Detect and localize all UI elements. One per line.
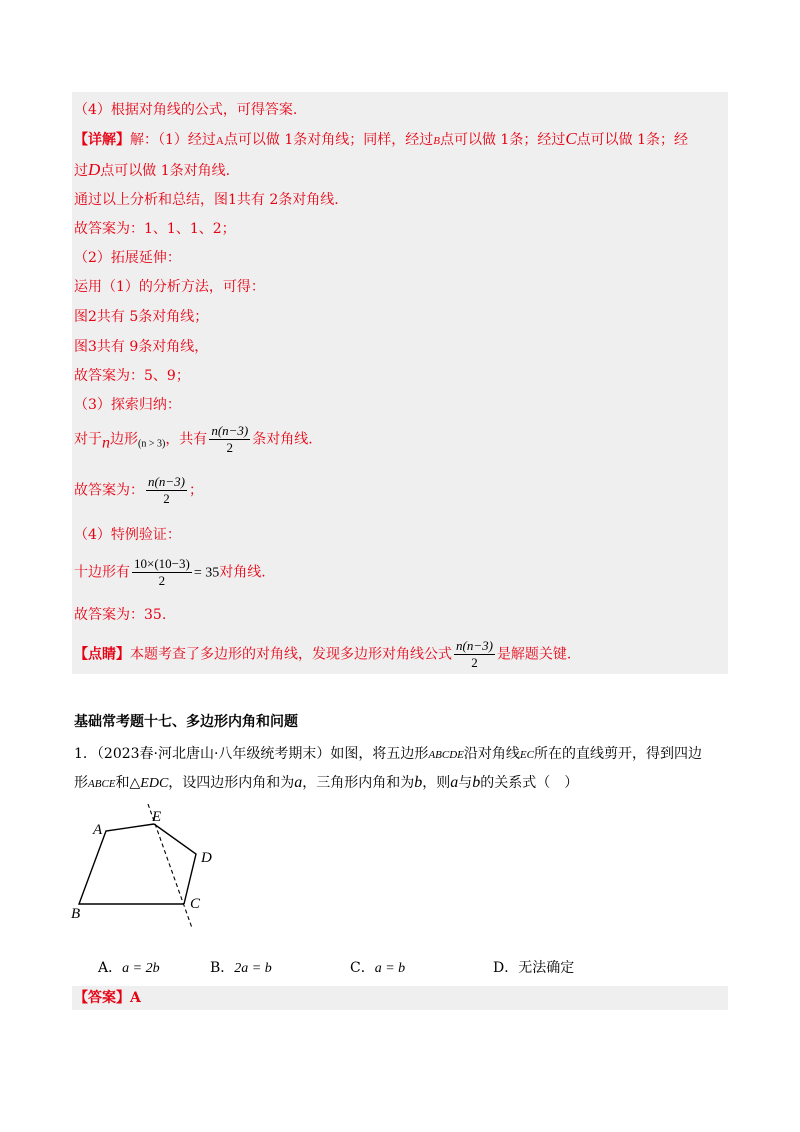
solution-line-7: 运用（1）的分析方法，可得： (74, 279, 265, 295)
solution-line-10: 故答案为：5、9； (74, 368, 190, 384)
calc-fraction (132, 556, 192, 589)
denominator: 2 (226, 440, 234, 455)
polygon-name: ABCE (88, 778, 116, 790)
var-a: a (294, 774, 303, 791)
solution-line-15 (74, 556, 266, 589)
text: 十边形有 (74, 564, 130, 581)
var-n: n (102, 434, 110, 452)
text: 条对角线. (252, 431, 313, 448)
option-c[interactable] (350, 958, 405, 979)
comment-tag: 【点睛】 (74, 646, 130, 663)
triangle-edges (154, 824, 196, 904)
text: 点可以做 1条对角线. (100, 163, 231, 179)
solution-line-9: 图3共有 9条对角线， (74, 339, 209, 355)
solution-line-14: （4）特例验证： (74, 527, 181, 543)
condition: (n > 3) (138, 438, 166, 450)
text: 点可以做 1条对角线；同样，经过 (223, 132, 434, 148)
solution-line-12 (74, 423, 313, 456)
text: 对角线. (219, 564, 266, 581)
var-a: a (450, 774, 459, 791)
text: 对于 (74, 431, 102, 448)
option-letter: C． (350, 960, 375, 976)
option-d[interactable] (493, 958, 574, 978)
solution-line-5: 故答案为：1、1、1、2； (74, 221, 236, 237)
formula-fraction (454, 638, 495, 671)
text: 沿对角线 (463, 746, 520, 762)
option-expr: a = b (374, 961, 406, 976)
solution-line-3 (74, 160, 230, 181)
label-B: B (71, 906, 81, 922)
numerator: n(n−3) (456, 638, 493, 653)
option-letter: A． (98, 960, 123, 976)
numerator: n(n−3) (148, 474, 185, 489)
detail-tag: 【详解】 (74, 132, 130, 148)
answer-line (74, 988, 141, 1008)
option-expr: 无法确定 (518, 960, 575, 976)
formula-fraction (209, 423, 250, 456)
text: 本题考查了多边形的对角线，发现多边形对角线公式 (130, 646, 452, 663)
text: 点可以做 1条；经过 (439, 132, 566, 148)
text: 故答案为： (74, 482, 144, 499)
var-b: b (472, 774, 481, 791)
formula-fraction (146, 474, 187, 507)
answer-block-bg (72, 986, 728, 1010)
point-label: C (565, 129, 577, 148)
triangle-name: EDC (140, 776, 169, 791)
label-A: A (93, 822, 103, 838)
solution-line-4: 通过以上分析和总结，图1共有 2条对角线. (74, 192, 339, 208)
denominator: 2 (163, 491, 170, 506)
point-label: A (215, 135, 224, 147)
text: 是解题关键. (496, 646, 572, 663)
solution-line-17 (74, 638, 571, 671)
denominator: 2 (471, 655, 478, 670)
point-label: D (88, 160, 101, 179)
solution-line-2 (74, 129, 688, 151)
text: ； (188, 482, 203, 499)
point-label: B (433, 135, 440, 147)
text: ，共有 (165, 431, 208, 448)
option-expr: 2a = b (234, 961, 272, 976)
answer-tag: 【答案】 (74, 990, 130, 1006)
solution-line-13 (74, 474, 203, 507)
solution-line-8: 图2共有 5条对角线； (74, 309, 209, 325)
text: 与 (458, 775, 473, 791)
option-expr: a = 2b (122, 961, 160, 976)
denominator: 2 (158, 573, 166, 588)
option-letter: B． (210, 960, 235, 976)
question-line-1 (74, 744, 702, 765)
label-C: C (190, 896, 201, 912)
option-letter: D． (493, 960, 519, 976)
solution-line-11: （3）探索归纳： (74, 397, 181, 413)
solution-line-16: 故答案为：35. (74, 607, 167, 623)
label-D: D (201, 850, 212, 866)
section-title: 基础常考题十七、多边形内角和问题 (74, 714, 298, 730)
option-b[interactable] (210, 958, 272, 979)
text: ，设四边形内角和为 (168, 775, 295, 791)
text: 所在的直线剪开，得到四边 (533, 746, 702, 762)
text: 过 (74, 163, 88, 179)
text: 和△ (115, 775, 141, 791)
question-line-2 (74, 773, 578, 794)
option-a[interactable] (98, 958, 160, 979)
text: ，则 (422, 775, 451, 791)
text: 点可以做 1条；经 (576, 132, 689, 148)
polygon-name: ABCDE (428, 749, 464, 761)
text: 解：（1）经过 (130, 132, 216, 148)
label-E: E (152, 809, 162, 825)
var-b: b (414, 774, 423, 791)
text: ，三角形内角和为 (302, 775, 415, 791)
numerator: 10×(10−3) (134, 556, 190, 571)
numerator: n(n−3) (211, 423, 249, 438)
line-name: EC (519, 749, 534, 761)
solution-line-6: （2）拓展延伸： (74, 250, 181, 266)
pentagon-figure (66, 809, 236, 942)
solution-line-1: （4）根据对角线的公式，可得答案. (74, 102, 298, 118)
text: 1．（2023春·河北唐山·八年级统考期末）如图，将五边形 (74, 746, 429, 762)
answer-value: A (130, 990, 141, 1006)
text: 的关系式（ ） (480, 775, 579, 791)
text: 边形 (110, 431, 138, 448)
text: 形 (74, 775, 88, 791)
result: = 35 (193, 565, 220, 581)
